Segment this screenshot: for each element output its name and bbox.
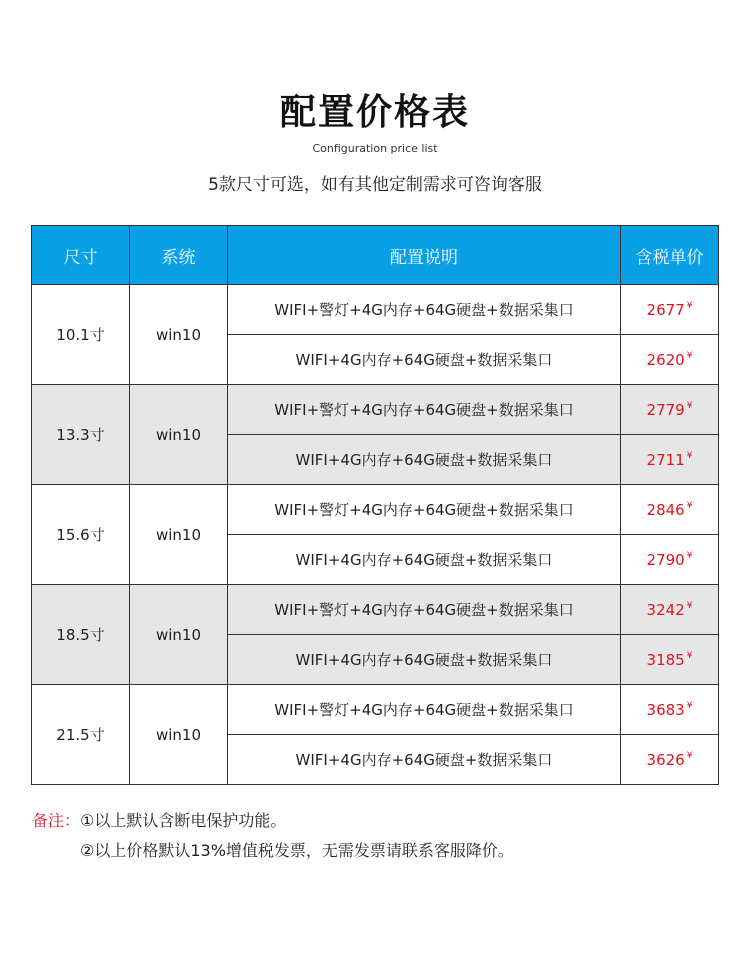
price-value: 3626 xyxy=(646,750,685,769)
price-cell xyxy=(621,485,719,535)
price-cell xyxy=(621,685,719,735)
size-cell: 13.3寸 xyxy=(32,385,130,485)
table-row xyxy=(32,485,719,535)
price-value: 2846 xyxy=(646,500,685,519)
config-cell: WIFI+警灯+4G内存+64G硬盘+数据采集口 xyxy=(228,285,621,335)
header-config: 配置说明 xyxy=(228,226,621,285)
os-cell: win10 xyxy=(130,385,228,485)
note-item: ①以上默认含断电保护功能。 xyxy=(80,811,287,830)
page-subtitle: Configuration price list xyxy=(312,142,438,155)
header-size: 尺寸 xyxy=(32,226,130,285)
price-cell xyxy=(621,285,719,335)
price-value: 2790 xyxy=(646,550,685,569)
currency-symbol: ¥ xyxy=(686,450,693,461)
page-description: 5款尺寸可选，如有其他定制需求可咨询客服 xyxy=(208,175,542,195)
price-table xyxy=(31,225,719,785)
currency-symbol: ¥ xyxy=(686,600,693,611)
table-header-row xyxy=(32,226,719,285)
config-cell: WIFI+4G内存+64G硬盘+数据采集口 xyxy=(228,335,621,385)
price-cell xyxy=(621,735,719,785)
size-cell: 15.6寸 xyxy=(32,485,130,585)
size-cell: 21.5寸 xyxy=(32,685,130,785)
price-cell xyxy=(621,535,719,585)
price-value: 2779 xyxy=(646,400,685,419)
currency-symbol: ¥ xyxy=(686,550,693,561)
config-cell: WIFI+4G内存+64G硬盘+数据采集口 xyxy=(228,735,621,785)
config-cell: WIFI+4G内存+64G硬盘+数据采集口 xyxy=(228,635,621,685)
page-title: 配置价格表 xyxy=(279,92,470,133)
price-cell xyxy=(621,585,719,635)
price-value: 2620 xyxy=(646,350,685,369)
header-price: 含税单价 xyxy=(621,226,719,285)
price-value: 3185 xyxy=(646,650,685,669)
os-cell: win10 xyxy=(130,485,228,585)
os-cell: win10 xyxy=(130,285,228,385)
price-value: 3242 xyxy=(646,600,685,619)
config-cell: WIFI+警灯+4G内存+64G硬盘+数据采集口 xyxy=(228,585,621,635)
price-cell xyxy=(621,385,719,435)
notes-label: 备注： xyxy=(32,811,81,830)
currency-symbol: ¥ xyxy=(686,300,693,311)
currency-symbol: ¥ xyxy=(686,350,693,361)
config-cell: WIFI+警灯+4G内存+64G硬盘+数据采集口 xyxy=(228,385,621,435)
currency-symbol: ¥ xyxy=(686,500,693,511)
currency-symbol: ¥ xyxy=(686,650,693,661)
os-cell: win10 xyxy=(130,585,228,685)
currency-symbol: ¥ xyxy=(686,700,693,711)
price-value: 3683 xyxy=(646,700,685,719)
table-row xyxy=(32,385,719,435)
currency-symbol: ¥ xyxy=(686,750,693,761)
table-row xyxy=(32,585,719,635)
notes xyxy=(32,806,514,866)
price-value: 2677 xyxy=(646,300,685,319)
price-cell xyxy=(621,635,719,685)
header-os: 系统 xyxy=(130,226,228,285)
size-cell: 10.1寸 xyxy=(32,285,130,385)
price-cell xyxy=(621,435,719,485)
os-cell: win10 xyxy=(130,685,228,785)
config-cell: WIFI+4G内存+64G硬盘+数据采集口 xyxy=(228,435,621,485)
table-row xyxy=(32,685,719,735)
config-cell: WIFI+警灯+4G内存+64G硬盘+数据采集口 xyxy=(228,485,621,535)
table-row xyxy=(32,285,719,335)
currency-symbol: ¥ xyxy=(686,400,693,411)
price-value: 2711 xyxy=(646,450,685,469)
config-cell: WIFI+4G内存+64G硬盘+数据采集口 xyxy=(228,535,621,585)
note-item: ②以上价格默认13%增值税发票，无需发票请联系客服降价。 xyxy=(80,841,514,860)
size-cell: 18.5寸 xyxy=(32,585,130,685)
config-cell: WIFI+警灯+4G内存+64G硬盘+数据采集口 xyxy=(228,685,621,735)
price-cell xyxy=(621,335,719,385)
